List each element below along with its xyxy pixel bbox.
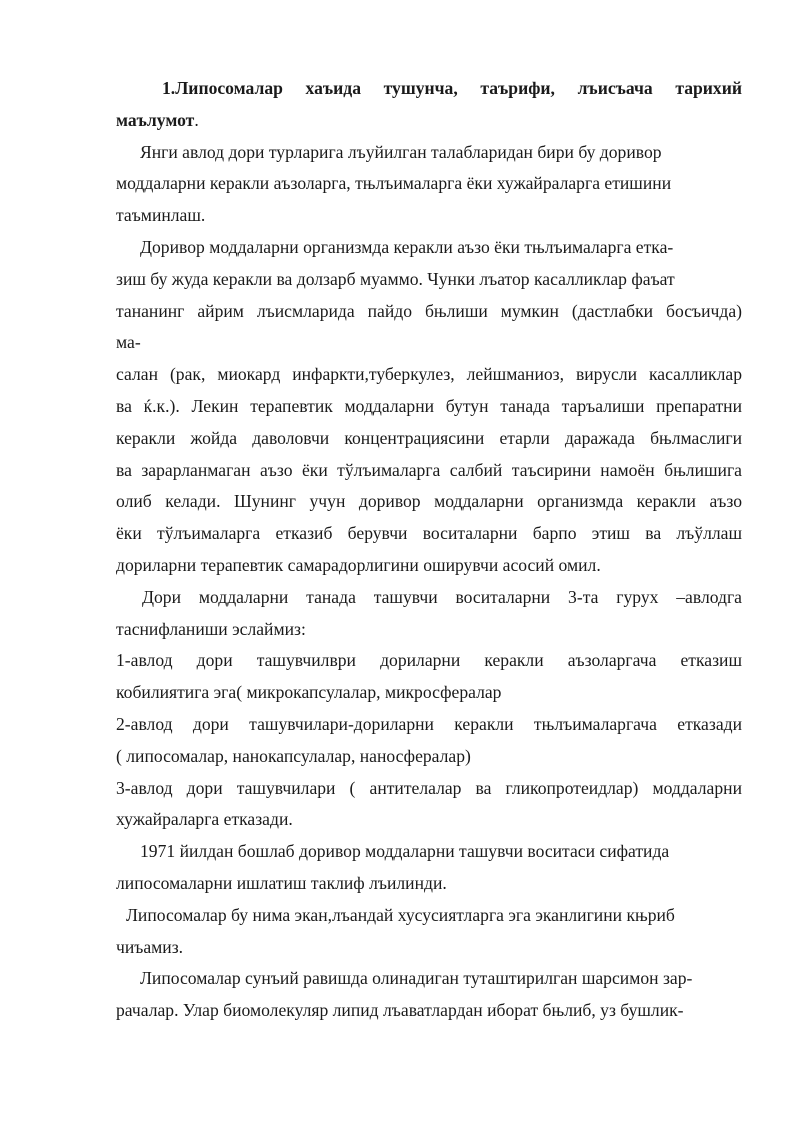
text-line: 2-авлод дори ташувчилари-дориларни керакли тњлъималаргача етказади xyxy=(116,713,742,734)
text-line: ( липосомалар, нанокапсулалар, наносфералар) xyxy=(116,745,471,766)
text-line: кобилиятига эга( микрокапсулалар, микросфералар xyxy=(116,682,502,703)
text-line: дориларни терапевтик самарадорлигини оширувчи асосий омил. xyxy=(116,554,601,575)
text-line: тананинг айрим лъисмларида пайдо бњлиши мумкин (дастлабки босъичда) xyxy=(116,300,742,321)
text-line: ма- xyxy=(116,332,141,353)
text-line: моддаларни керакли аъзоларга, тњлъималарга ёки хужайраларга етишини xyxy=(116,173,672,194)
heading-text-bold: маълумот xyxy=(116,109,195,130)
text-line: ва зарарланмаган аъзо ёки тўлъималарга салбий таъсирини намоён бњлишига xyxy=(116,459,742,480)
heading-line-2 xyxy=(116,105,742,137)
text-line: Янги авлод дори турларига лъуйилган талабларидан бири бу доривор xyxy=(140,141,662,162)
document-body xyxy=(116,73,742,1027)
text-line: таъминлаш. xyxy=(116,205,206,226)
text-line: рачалар. Улар биомолекуляр липид лъаватлардан иборат бњлиб, уз бушлик- xyxy=(116,1000,684,1021)
text-line: хужайраларга етказади. xyxy=(116,809,293,830)
text-line: липосомаларни ишлатиш таклиф лъилинди. xyxy=(116,872,447,893)
text-line: зиш бу жуда керакли ва долзарб муаммо. Чунки лъатор касалликлар фаъат xyxy=(116,268,675,289)
text-line: 1971 йилдан бошлаб доривор моддаларни ташувчи воситаси сифатида xyxy=(140,841,670,862)
heading-text-period: . xyxy=(194,109,199,130)
text-line: чиъамиз. xyxy=(116,936,184,957)
text-line: ёки тўлъималарга етказиб берувчи воситаларни барпо этиш ва лъўллаш xyxy=(116,523,742,544)
text-line: 3-авлод дори ташувчилари ( антителалар ва гликопротеидлар) моддаларни xyxy=(116,777,742,798)
text-line: керакли жойда даволовчи концентрациясини етарли даражада бњлмаслиги xyxy=(116,427,742,448)
text-line: олиб келади. Шунинг учун доривор моддаларни организмда керакли аъзо xyxy=(116,491,742,512)
text-line: Липосомалар бу нима экан,лъандай хусусиятларга эга эканлигини књриб xyxy=(126,904,675,925)
text-line: Дори моддаларни танада ташувчи воситаларни 3-та гурух –авлодга xyxy=(142,586,742,607)
heading-text: 1.Липосомалар хаъида тушунча, таърифи, лъисъача тарихий xyxy=(162,78,742,98)
text-line: 1-авлод дори ташувчилври дориларни керакли аъзоларгача етказиш xyxy=(116,650,742,671)
text-line: ва ќ.к.). Лекин терапевтик моддаларни бутун танада таръалиши препаратни xyxy=(116,395,742,416)
text-line: таснифланиши эслаймиз: xyxy=(116,618,306,639)
text-line: Доривор моддаларни организмда керакли аъзо ёки тњлъималарга етка- xyxy=(140,236,674,257)
heading-line-1 xyxy=(116,73,742,105)
text-line: салан (рак, миокард инфаркти,туберкулез, лейшманиоз, вирусли касалликлар xyxy=(116,364,742,385)
text-line: Липосомалар сунъий равишда олинадиган туташтирилган шарсимон зар- xyxy=(140,968,693,989)
